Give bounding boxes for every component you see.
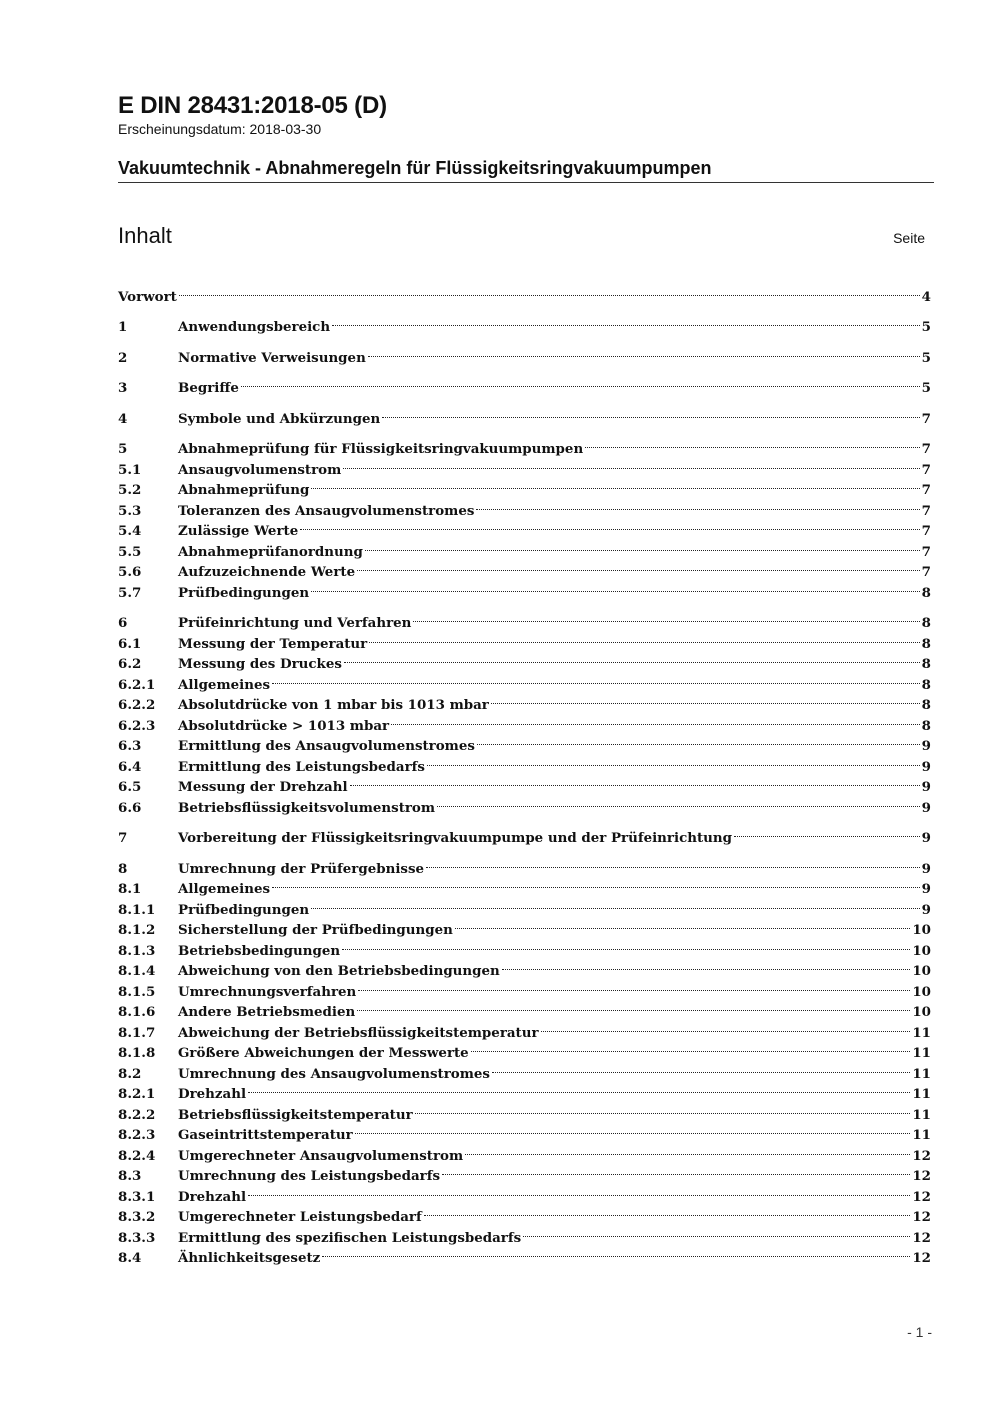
toc-entry-page: 7 xyxy=(921,523,931,539)
toc-entry-number: 2 xyxy=(118,349,128,366)
toc-dot-leader xyxy=(332,311,920,332)
toc-entry-page: 8 xyxy=(921,656,931,672)
toc-entry[interactable] xyxy=(118,402,931,427)
toc-entry-number: 8.2.1 xyxy=(118,1086,156,1102)
toc-entry-title: Abweichung von den Betriebsbedingungen xyxy=(178,963,500,979)
toc-dot-leader xyxy=(427,750,920,771)
toc-entry-title: Umgerechneter Leistungsbedarf xyxy=(178,1209,422,1225)
toc-entry-page: 7 xyxy=(921,441,931,457)
toc-dot-leader xyxy=(355,1119,911,1140)
toc-entry-page: 9 xyxy=(921,779,931,795)
toc-entry-page: 8 xyxy=(921,584,931,601)
toc-dot-leader xyxy=(391,709,920,730)
toc-entry-page: 7 xyxy=(921,482,931,498)
document-title: Vakuumtechnik - Abnahmeregeln für Flüssigkeitsringvakuumpumpen xyxy=(118,158,712,178)
toc-entry-title: Ermittlung des Ansaugvolumenstromes xyxy=(178,738,475,754)
toc-entry-title: Allgemeines xyxy=(178,676,271,693)
toc-entry-number: 5.2 xyxy=(118,482,142,498)
toc-entry-page: 11 xyxy=(912,1086,931,1102)
document-id: E DIN 28431:2018-05 (D) xyxy=(118,92,387,119)
toc-dot-leader xyxy=(311,576,920,597)
toc-entry-page: 11 xyxy=(912,1024,931,1041)
toc-dot-leader xyxy=(357,996,910,1017)
toc-entry-page: 11 xyxy=(912,1127,931,1143)
toc-entry-number: 5.1 xyxy=(118,461,142,478)
toc-entry-number: 8.2.3 xyxy=(118,1127,156,1143)
toc-entry-page: 7 xyxy=(921,410,931,427)
toc-entry-number: 6.2 xyxy=(118,656,142,672)
toc-dot-leader xyxy=(311,474,919,495)
toc-entry-page: 7 xyxy=(921,543,931,560)
toc-entry-title: Umrechnung des Ansaugvolumenstromes xyxy=(178,1065,490,1082)
toc-entry-page: 12 xyxy=(912,1250,931,1266)
toc-entry-number: 8.1.1 xyxy=(118,901,156,918)
toc-dot-leader xyxy=(322,1242,910,1263)
toc-entry[interactable] xyxy=(118,280,931,305)
toc-entry[interactable] xyxy=(118,822,931,846)
toc-entry[interactable] xyxy=(118,433,931,457)
toc-entry-title: Umrechnung der Prüfergebnisse xyxy=(178,860,425,877)
toc-entry-number: 6 xyxy=(118,615,128,631)
toc-dot-leader xyxy=(476,494,919,515)
toc-entry-title: Messung der Drehzahl xyxy=(178,779,348,795)
toc-entry-page: 12 xyxy=(912,1168,931,1184)
toc-entry-page: 10 xyxy=(912,963,931,979)
toc-entry-title: Messung des Druckes xyxy=(178,656,342,672)
toc-entry-title: Abnahmeprüfanordnung xyxy=(178,543,363,560)
toc-dot-leader xyxy=(350,771,920,792)
toc-entry-title: Aufzuzeichnende Werte xyxy=(178,564,356,580)
toc-entry-page: 5 xyxy=(921,380,931,396)
toc-entry-title: Allgemeines xyxy=(178,881,271,897)
toc-entry-page: 7 xyxy=(921,461,931,478)
toc-entry-number: 5.5 xyxy=(118,543,142,560)
toc-dot-leader xyxy=(415,1098,911,1119)
toc-dot-leader xyxy=(368,341,920,362)
toc-entry-title: Begriffe xyxy=(178,380,239,396)
toc-entry-number: 6.2.2 xyxy=(118,697,156,713)
toc-entry-number: 8.1.3 xyxy=(118,942,156,959)
toc-entry-page: 12 xyxy=(912,1209,931,1225)
toc-entry-page: 9 xyxy=(921,758,931,775)
toc-entry-number: 8.3 xyxy=(118,1168,142,1184)
toc-entry-page: 9 xyxy=(921,738,931,754)
toc-entry-number: 6.2.3 xyxy=(118,717,156,734)
toc-dot-leader xyxy=(179,280,920,301)
toc-entry-title: Ansaugvolumenstrom xyxy=(178,461,342,478)
table-of-contents xyxy=(118,280,931,1266)
toc-entry-number: 8.3.2 xyxy=(118,1209,156,1225)
toc-dot-leader xyxy=(492,1057,910,1078)
toc-entry[interactable] xyxy=(118,852,931,877)
toc-entry-title: Größere Abweichungen der Messwerte xyxy=(178,1045,469,1061)
toc-entry-number: 3 xyxy=(118,380,128,396)
toc-entry-page: 9 xyxy=(921,860,931,877)
toc-entry-page: 11 xyxy=(912,1045,931,1061)
toc-entry-title: Abnahmeprüfung xyxy=(178,482,310,498)
toc-entry-page: 5 xyxy=(921,319,931,335)
page-number: - 1 - xyxy=(907,1324,932,1340)
toc-entry-page: 8 xyxy=(921,615,931,631)
toc-entry-page: 12 xyxy=(912,1188,931,1205)
toc-entry-title: Vorbereitung der Flüssigkeitsringvakuumpumpe und der Prüfeinrichtung xyxy=(178,830,732,846)
toc-entry-page: 9 xyxy=(921,799,931,816)
toc-dot-leader xyxy=(382,402,919,423)
toc-entry-number: 8.1.8 xyxy=(118,1045,156,1061)
toc-entry-title: Messung der Temperatur xyxy=(178,635,368,652)
toc-entry-number: 5.6 xyxy=(118,564,142,580)
toc-entry-page: 10 xyxy=(912,942,931,959)
toc-dot-leader xyxy=(734,822,920,843)
toc-dot-leader xyxy=(455,914,910,935)
toc-dot-leader xyxy=(523,1221,910,1242)
toc-entry-number: 8.1.7 xyxy=(118,1024,156,1041)
toc-entry-number: 6.3 xyxy=(118,738,142,754)
toc-entry-title: Umrechnung des Leistungsbedarfs xyxy=(178,1168,441,1184)
toc-dot-leader xyxy=(300,515,919,536)
toc-dot-leader xyxy=(502,955,911,976)
toc-entry-page: 8 xyxy=(921,676,931,693)
toc-entry-number: 8.1 xyxy=(118,881,142,897)
toc-dot-leader xyxy=(437,791,920,812)
toc-entry-title: Betriebsbedingungen xyxy=(178,942,341,959)
toc-entry-title: Drehzahl xyxy=(178,1188,247,1205)
toc-entry-title: Betriebsflüssigkeitsvolumenstrom xyxy=(178,799,436,816)
toc-entry-number: 5.4 xyxy=(118,523,142,539)
toc-entry-title: Betriebsflüssigkeitstemperatur xyxy=(178,1106,413,1123)
toc-entry-page: 12 xyxy=(912,1229,931,1246)
toc-entry-number: 8.3.1 xyxy=(118,1188,156,1205)
toc-entry-page: 9 xyxy=(921,901,931,918)
toc-entry-number: 8.1.6 xyxy=(118,1004,156,1020)
toc-entry-page: 11 xyxy=(912,1065,931,1082)
toc-entry-page: 9 xyxy=(921,830,931,846)
toc-entry-number: 5 xyxy=(118,441,128,457)
toc-dot-leader xyxy=(491,689,920,710)
toc-entry-number: 8.2 xyxy=(118,1065,142,1082)
toc-entry-title: Drehzahl xyxy=(178,1086,247,1102)
toc-entry-number: 8.3.3 xyxy=(118,1229,156,1246)
toc-entry-title: Normative Verweisungen xyxy=(178,349,366,366)
toc-entry-page: 8 xyxy=(921,717,931,734)
toc-entry-title: Prüfeinrichtung und Verfahren xyxy=(178,615,412,631)
toc-entry-title: Abnahmeprüfung für Flüssigkeitsringvakuumpumpen xyxy=(178,441,584,457)
toc-entry-page: 9 xyxy=(921,881,931,897)
toc-entry-page: 7 xyxy=(921,502,931,519)
toc-entry-title: Umrechnungsverfahren xyxy=(178,983,357,1000)
toc-entry-number: 7 xyxy=(118,830,128,846)
toc-entry-number: 8.1.5 xyxy=(118,983,156,1000)
toc-dot-leader xyxy=(272,668,920,689)
toc-entry[interactable] xyxy=(118,607,931,631)
toc-dot-leader xyxy=(465,1139,910,1160)
toc-entry-number: 6.2.1 xyxy=(118,676,156,693)
toc-dot-leader xyxy=(585,433,919,454)
toc-dot-leader xyxy=(442,1160,910,1181)
toc-entry-number: 6.4 xyxy=(118,758,142,775)
toc-entry-number: 6.5 xyxy=(118,779,142,795)
toc-entry[interactable] xyxy=(118,341,931,366)
toc-entry-title: Ermittlung des spezifischen Leistungsbedarfs xyxy=(178,1229,522,1246)
toc-entry-number: 8.2.4 xyxy=(118,1147,156,1164)
toc-entry-number: 8.2.2 xyxy=(118,1106,156,1123)
publication-date: Erscheinungsdatum: 2018-03-30 xyxy=(118,121,322,137)
toc-entry-number: 4 xyxy=(118,410,128,427)
toc-dot-leader xyxy=(343,453,919,474)
toc-dot-leader xyxy=(248,1078,910,1099)
toc-entry-title: Zulässige Werte xyxy=(178,523,299,539)
toc-dot-leader xyxy=(248,1180,910,1201)
toc-entry-title: Abweichung der Betriebsflüssigkeitstemperatur xyxy=(178,1024,539,1041)
toc-entry-title: Toleranzen des Ansaugvolumenstromes xyxy=(178,502,475,519)
toc-dot-leader xyxy=(424,1201,911,1222)
toc-entry-title: Prüfbedingungen xyxy=(178,584,310,601)
toc-entry-number: Vorwort xyxy=(118,288,177,305)
toc-entry-page: 11 xyxy=(912,1106,931,1123)
toc-dot-leader xyxy=(358,975,910,996)
toc-entry-page: 4 xyxy=(921,288,931,305)
toc-dot-leader xyxy=(344,648,920,669)
toc-entry-page: 10 xyxy=(912,983,931,1000)
toc-dot-leader xyxy=(426,852,920,873)
toc-entry-number: 6.6 xyxy=(118,799,142,816)
toc-entry-number: 8.1.4 xyxy=(118,963,156,979)
toc-dot-leader xyxy=(413,607,919,628)
toc-entry-number: 8 xyxy=(118,860,128,877)
toc-dot-leader xyxy=(365,535,920,556)
toc-entry-title: Anwendungsbereich xyxy=(178,319,331,335)
toc-dot-leader xyxy=(272,873,920,894)
toc-entry-title: Symbole und Abkürzungen xyxy=(178,410,381,427)
toc-entry-page: 10 xyxy=(912,922,931,938)
toc-dot-leader xyxy=(311,893,920,914)
toc-entry-number: 5.3 xyxy=(118,502,142,519)
toc-entry-title: Umgerechneter Ansaugvolumenstrom xyxy=(178,1147,464,1164)
toc-dot-leader xyxy=(357,556,920,577)
toc-entry-page: 8 xyxy=(921,635,931,652)
title-divider xyxy=(118,182,934,183)
toc-entry-title: Ähnlichkeitsgesetz xyxy=(178,1250,321,1266)
toc-entry-page: 12 xyxy=(912,1147,931,1164)
toc-entry-page: 5 xyxy=(921,349,931,366)
toc-entry-number: 1 xyxy=(118,319,128,335)
toc-entry-title: Sicherstellung der Prüfbedingungen xyxy=(178,922,453,938)
toc-entry-number: 5.7 xyxy=(118,584,142,601)
toc-entry-page: 10 xyxy=(912,1004,931,1020)
toc-dot-leader xyxy=(342,934,910,955)
toc-entry-title: Absolutdrücke von 1 mbar bis 1013 mbar xyxy=(178,697,489,713)
toc-entry-number: 6.1 xyxy=(118,635,142,652)
toc-entry[interactable] xyxy=(118,311,931,335)
toc-dot-leader xyxy=(541,1016,911,1037)
toc-entry-title: Gaseintrittstemperatur xyxy=(178,1127,353,1143)
toc-dot-leader xyxy=(477,730,920,751)
toc-entry-page: 7 xyxy=(921,564,931,580)
toc-heading: Inhalt xyxy=(118,223,172,248)
toc-dot-leader xyxy=(471,1037,911,1058)
toc-dot-leader xyxy=(369,627,919,648)
toc-entry[interactable] xyxy=(118,372,931,396)
toc-entry-number: 8.4 xyxy=(118,1250,142,1266)
toc-entry-title: Andere Betriebsmedien xyxy=(178,1004,356,1020)
page-column-label: Seite xyxy=(893,230,925,246)
toc-entry-title: Ermittlung des Leistungsbedarfs xyxy=(178,758,425,775)
toc-entry-title: Prüfbedingungen xyxy=(178,901,310,918)
toc-entry-number: 8.1.2 xyxy=(118,922,156,938)
toc-entry-title: Absolutdrücke > 1013 mbar xyxy=(178,717,390,734)
toc-dot-leader xyxy=(241,372,920,393)
toc-entry-page: 8 xyxy=(921,697,931,713)
